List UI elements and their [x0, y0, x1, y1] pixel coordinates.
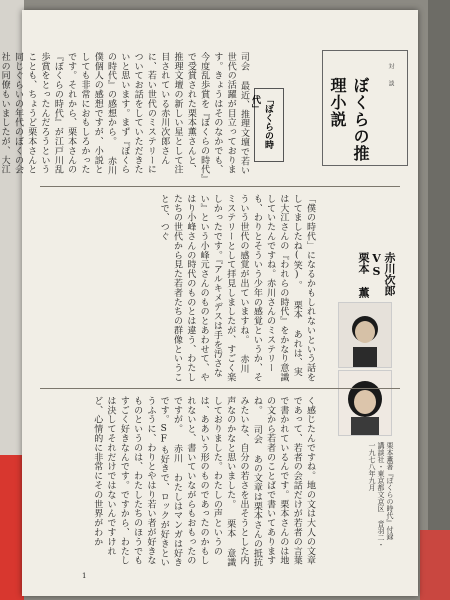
upper-column-text: 司会 最近、推理文壇で若い世代の活躍が目立っております。きょうはそのなかでも、今度乱歩賞を『ぼくらの時代』で受賞された栗本薫さんと、推理文壇の新しい星として注目されている赤川次郎さんに、若い世代のミステリーについてお話をしていただきたいと思います。まず『ぼくらの時代』の感想から。 赤川 僕個人の感想ですが、小説としても非常におもしろかったです。それから、栗本さんの『ぼくらの時代』が江戸川乱歩賞をとったんだろうということも、ちょうど栗本さんと同じぐらいの年代のぼくの会社の同僚もいましたが、大江 — [0, 52, 249, 180]
middle-column-text: 「僕の時代」になるかもしれないという話をしてましたね(笑)。 栗本 あれは、実は大江さんの『われらの時代』をかなり意識していたんですね。赤川さんのミステリーも、わりとそういう少年の感覚というか、そういう世代の感覚が出ていますね。 赤川 ミステリーとして拝見しましたが、すごく楽しかったです。『アルキメデスは手を汚さない』という小峰元さんのものとあわせて、やはり小峰さんの時代のものとは違う、わたしたちの世代から見た若者たちの群像ということで、つぐ — [158, 194, 315, 382]
author-photo-1 — [338, 302, 392, 368]
author-photo-2 — [338, 370, 392, 436]
page-title: ぼくらの推理小説 — [328, 77, 370, 162]
author-2: 栗本 薫 — [357, 252, 370, 298]
author-vs: VS — [370, 252, 383, 278]
title-box — [322, 50, 408, 166]
upper-divider — [40, 186, 400, 187]
lower-divider — [40, 388, 400, 389]
bibliography-note: 栗本薫著『ぼくらの時代』付録 講談社・東京都文京区 音羽二・一九七八年九月 — [368, 442, 394, 548]
background-red-area — [0, 455, 24, 600]
portrait-icon-2 — [339, 371, 391, 435]
portrait-icon-1 — [339, 303, 391, 367]
dialogue-kicker: 対 談 — [387, 63, 394, 88]
boxed-heading-text: 「ぼくらの時代」 — [250, 95, 273, 149]
page-number: 1 — [82, 572, 87, 580]
document-page — [0, 10, 418, 596]
background-red-corner — [420, 530, 450, 600]
boxed-heading — [250, 88, 284, 162]
lower-column-text: く感じたんですね。地の文は大人の文章であって、若者の会話だけが若者の言葉で書かれているんです。栗本さんのは地の文から若者のことばで書いてありますね。 司会 あの文章は栗本さんの抵抗みたいな、自分の若さを出そうとした内声なのかなと思いました。 栗本 意識しておりました。わたしの声というのは、ああいう形のものであったのかもしれないと、書いていながらもおもったのですが。 赤川 わたしはマンガは好きです。SFも好きで、ロックが好きというふうに、わりとやはり若い者が好きなものというのは、わたしたちのほうでもすごく好きなんです。ですから、わたしは決してそれだけではないんですけれど、心情的に非常にその世界がわか — [92, 396, 315, 568]
background-right-edge — [428, 0, 450, 600]
author-1: 赤川次郎 — [383, 252, 396, 296]
